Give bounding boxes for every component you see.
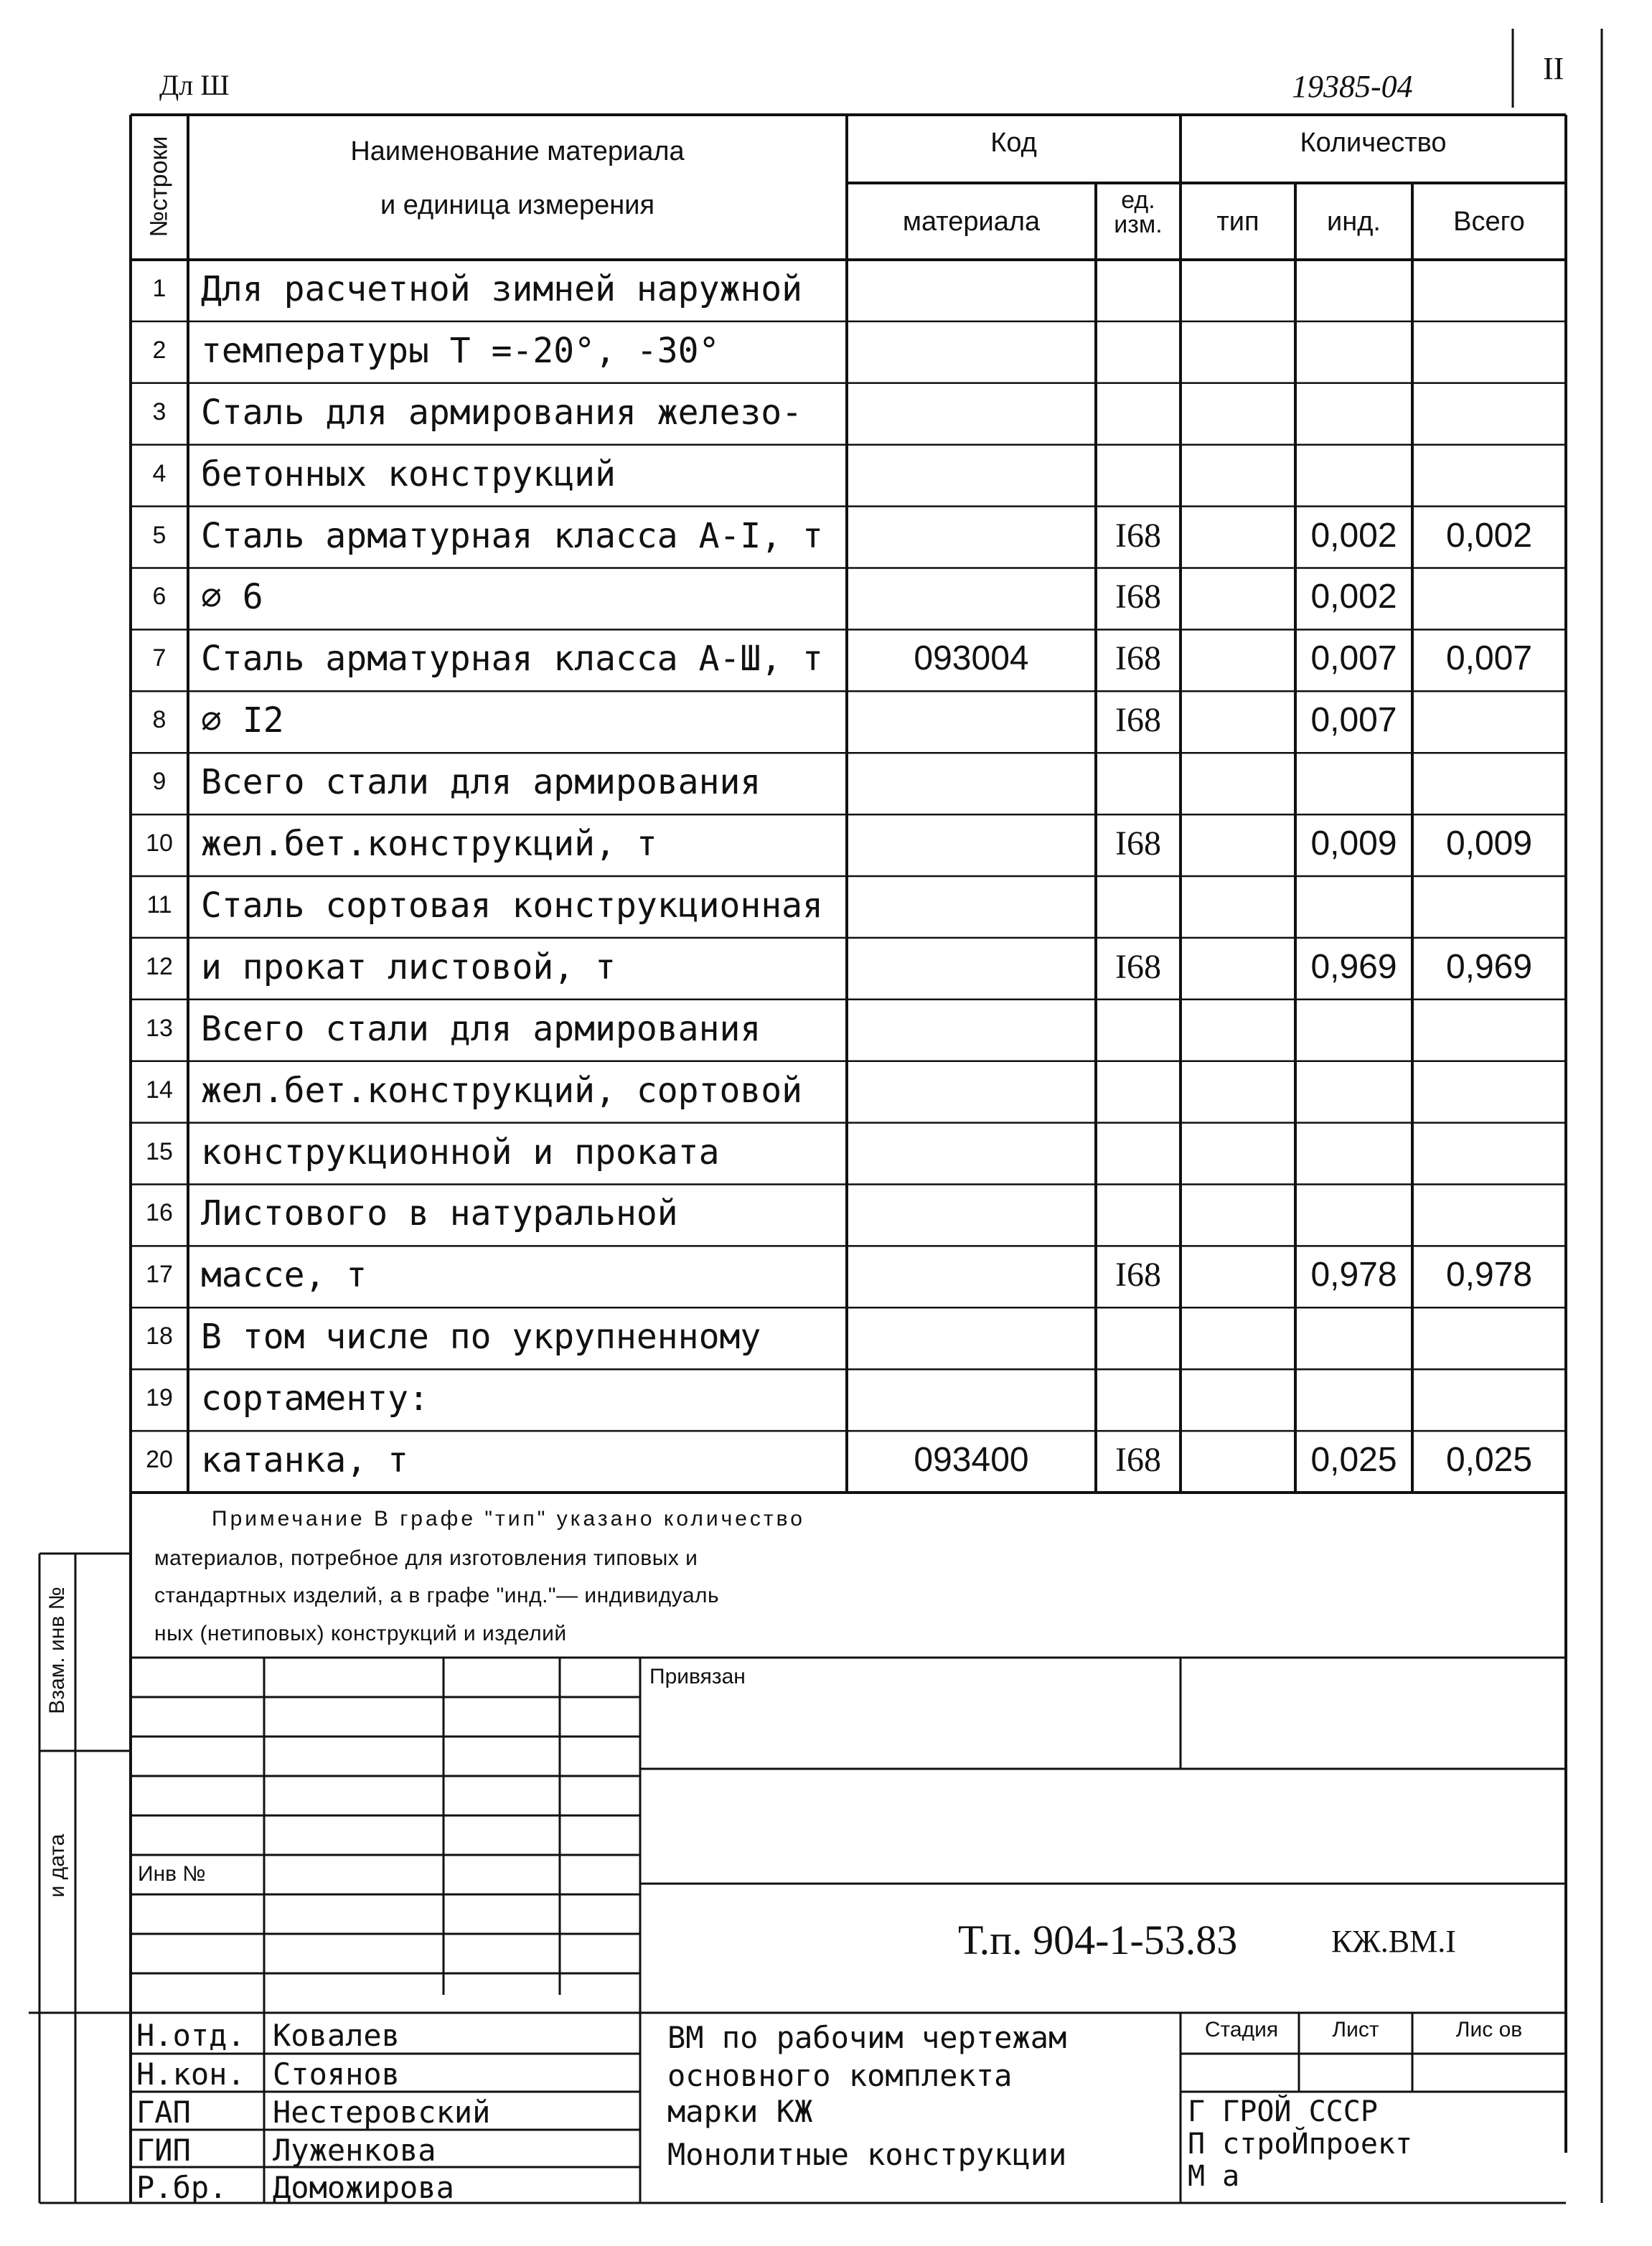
table-row xyxy=(0,568,1652,630)
signer-role: ГАП xyxy=(136,2095,191,2130)
signer-name: Доможирова xyxy=(273,2170,454,2205)
material-name: конструкционной и проката xyxy=(201,1132,720,1173)
row-number: 19 xyxy=(146,1384,173,1412)
row-number: 11 xyxy=(146,891,172,918)
qty-ind: 0,002 xyxy=(1310,516,1397,555)
row-number: 13 xyxy=(146,1014,173,1042)
org-line-2: П строЙпроект xyxy=(1188,2128,1413,2161)
row-number: 14 xyxy=(146,1076,173,1104)
material-name: Всего стали для армирования xyxy=(201,1008,761,1049)
table-row xyxy=(0,814,1652,876)
table-row xyxy=(0,1307,1652,1369)
signer-role: Н.отд. xyxy=(136,2018,245,2053)
material-name: Листового в натуральной xyxy=(201,1193,678,1234)
table-row xyxy=(0,1246,1652,1307)
unit-code: I68 xyxy=(1115,639,1161,678)
header-row-number-label: №строки xyxy=(145,136,173,238)
unit-code: I68 xyxy=(1115,1256,1161,1294)
row-number: 10 xyxy=(146,830,173,857)
inv-number-label: Инв № xyxy=(138,1862,206,1886)
designation: Т.п. 904-1-53.83 xyxy=(958,1917,1238,1963)
table-row xyxy=(0,1185,1652,1246)
qty-total: 0,025 xyxy=(1445,1441,1533,1480)
row-number: 20 xyxy=(146,1446,173,1474)
signer-name: Луженкова xyxy=(273,2133,436,2168)
title-line-1: ВМ по рабочим чертежам xyxy=(667,2020,1067,2055)
header-name-line2: и единица измерения xyxy=(380,190,655,220)
table-row xyxy=(0,383,1652,445)
table-row xyxy=(0,938,1652,1000)
row-number: 4 xyxy=(152,459,166,487)
signer-role: Н.кон. xyxy=(136,2057,245,2092)
material-name: массе, т xyxy=(201,1255,367,1296)
header-qty-total: Всего xyxy=(1453,207,1525,237)
material-name: бетонных конструкций xyxy=(201,454,616,494)
qty-total: 0,969 xyxy=(1445,947,1533,986)
stage-label: Стадия xyxy=(1204,2018,1279,2041)
table-row xyxy=(0,507,1652,568)
signer-name: Ковалев xyxy=(273,2018,400,2053)
qty-ind: 0,025 xyxy=(1310,1441,1397,1480)
unit-code: I68 xyxy=(1115,578,1161,616)
privyazan-label: Привязан xyxy=(649,1665,746,1688)
signer-name: Нестеровский xyxy=(273,2095,491,2130)
row-number: 6 xyxy=(152,583,166,611)
note-line-4: ных (нетиповых) конструкций и изделий xyxy=(154,1622,567,1645)
row-number: 15 xyxy=(146,1137,173,1165)
sheet-corner-number: II xyxy=(1543,51,1564,86)
material-name: температуры Т =-20°, -30° xyxy=(201,330,720,371)
unit-code: I68 xyxy=(1115,516,1161,555)
top-left-mark: Дл Ш xyxy=(159,69,230,101)
table-row xyxy=(0,445,1652,507)
table-row xyxy=(0,321,1652,383)
title-line-4: Монолитные конструкции xyxy=(667,2137,1067,2172)
qty-ind: 0,009 xyxy=(1310,824,1397,863)
title-line-2: основного комплекта xyxy=(667,2058,1013,2093)
table-row xyxy=(0,691,1652,753)
org-line-1: Г ГРОЙ СССР xyxy=(1188,2095,1378,2128)
header-name-line1: Наименование материала xyxy=(350,136,685,166)
note-line-3: стандартных изделий, а в графе "инд."— индивидуаль xyxy=(154,1584,720,1607)
unit-code: I68 xyxy=(1115,824,1161,863)
unit-code: I68 xyxy=(1115,701,1161,740)
material-name: Сталь для армирования железо- xyxy=(201,392,803,433)
material-name: Сталь арматурная класса A-I, т xyxy=(201,515,823,556)
material-name: ∅ 6 xyxy=(201,577,263,618)
table-row xyxy=(0,1369,1652,1431)
material-name: ∅ I2 xyxy=(201,700,284,741)
header-quantity: Количество xyxy=(1300,128,1447,158)
row-number: 9 xyxy=(152,768,166,796)
sheet-label: Лист xyxy=(1332,2018,1379,2041)
material-code: 093400 xyxy=(914,1441,1029,1480)
qty-ind: 0,007 xyxy=(1310,639,1397,678)
material-name: Для расчетной зимней наружной xyxy=(201,268,803,309)
unit-code: I68 xyxy=(1115,1441,1161,1480)
org-line-3: М а xyxy=(1188,2160,1240,2193)
table-row xyxy=(0,260,1652,321)
row-number: 2 xyxy=(152,336,166,364)
material-name: Сталь сортовая конструкционная xyxy=(201,885,823,926)
row-number: 5 xyxy=(152,521,166,549)
material-name: В том числе по укрупненному xyxy=(201,1317,761,1358)
document-number: 19385-04 xyxy=(1292,69,1413,104)
row-number: 7 xyxy=(152,644,166,672)
material-code: 093004 xyxy=(914,639,1029,678)
designation-code: КЖ.ВМ.I xyxy=(1331,1924,1456,1959)
table-row xyxy=(0,1000,1652,1061)
material-name: катанка, т xyxy=(201,1440,408,1481)
qty-total: 0,978 xyxy=(1445,1256,1533,1294)
row-number: 17 xyxy=(146,1261,173,1289)
row-number: 16 xyxy=(146,1199,173,1227)
qty-ind: 0,969 xyxy=(1310,947,1397,986)
qty-total: 0,009 xyxy=(1445,824,1533,863)
table-row xyxy=(0,753,1652,814)
row-number: 3 xyxy=(152,398,166,426)
header-code: Код xyxy=(990,128,1037,158)
sheets-label: Лис ов xyxy=(1455,2018,1523,2041)
header-code-unit: ед. изм. xyxy=(1114,187,1163,238)
unit-code: I68 xyxy=(1115,947,1161,986)
qty-total: 0,007 xyxy=(1445,639,1533,678)
material-name: сортаменту: xyxy=(201,1378,429,1419)
qty-ind: 0,002 xyxy=(1310,578,1397,616)
qty-ind: 0,007 xyxy=(1310,701,1397,740)
signer-role: ГИП xyxy=(136,2133,191,2168)
signer-name: Стоянов xyxy=(273,2057,400,2092)
row-number: 8 xyxy=(152,706,166,734)
note-line-1: Примечание В графе "тип" указано количество xyxy=(212,1507,805,1531)
note-line-2: материалов, потребное для изготовления типовых и xyxy=(154,1546,698,1570)
header-qty-ind: инд. xyxy=(1327,207,1381,237)
material-name: и прокат листовой, т xyxy=(201,946,616,987)
table-row xyxy=(0,876,1652,938)
header-code-material: материала xyxy=(902,207,1041,237)
qty-ind: 0,978 xyxy=(1310,1256,1397,1294)
side-label-vzam: Взам. инв № xyxy=(45,1587,69,1714)
table-row xyxy=(0,1431,1652,1493)
side-label-date: и дата xyxy=(45,1833,69,1898)
title-line-3: марки КЖ xyxy=(667,2094,813,2129)
row-number: 12 xyxy=(146,952,173,980)
material-name: жел.бет.конструкций, сортовой xyxy=(201,1070,803,1111)
header-qty-type: тип xyxy=(1216,207,1259,237)
qty-total: 0,002 xyxy=(1445,516,1533,555)
signer-role: Р.бр. xyxy=(136,2170,227,2205)
material-name: Всего стали для армирования xyxy=(201,762,761,803)
material-name: жел.бет.конструкций, т xyxy=(201,824,657,865)
table-row xyxy=(0,1123,1652,1185)
row-number: 1 xyxy=(152,274,166,302)
table-row xyxy=(0,629,1652,691)
table-row xyxy=(0,1061,1652,1123)
material-name: Сталь арматурная класса А-Ш, т xyxy=(201,639,823,680)
row-number: 18 xyxy=(146,1322,173,1350)
